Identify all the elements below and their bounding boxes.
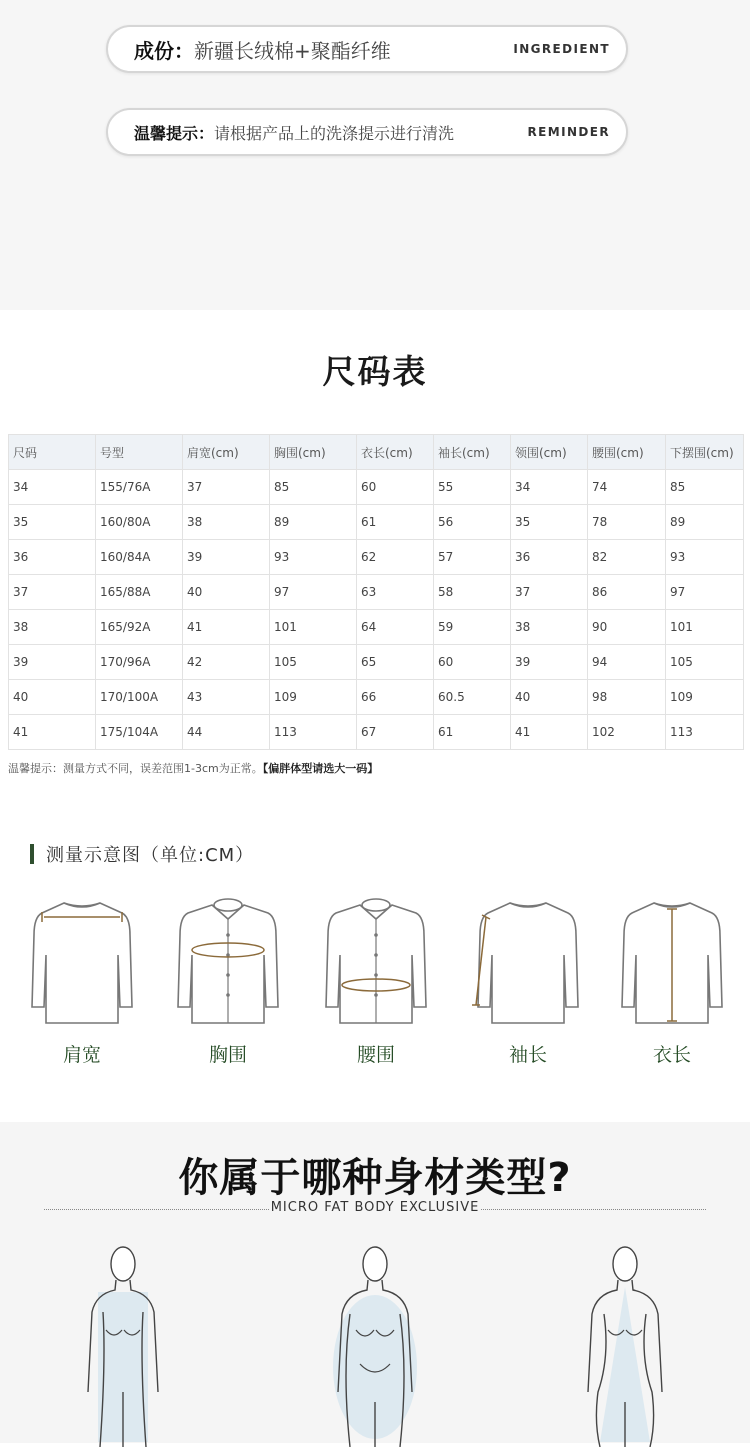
table-cell: 66: [357, 680, 434, 715]
table-cell: 98: [588, 680, 666, 715]
label-length: 衣长: [652, 1044, 691, 1066]
table-cell: 155/76A: [96, 470, 183, 505]
table-row: [9, 680, 744, 715]
table-cell: 36: [511, 540, 588, 575]
table-header-cell: 腰围(cm): [588, 435, 666, 470]
table-row: [9, 470, 744, 505]
table-cell: 39: [183, 540, 270, 575]
shirt-front-chest-icon: [168, 895, 288, 1030]
table-cell: 38: [9, 610, 96, 645]
table-cell: 89: [666, 505, 744, 540]
table-cell: 59: [434, 610, 511, 645]
table-cell: 63: [357, 575, 434, 610]
table-row: [9, 540, 744, 575]
table-cell: 101: [270, 610, 357, 645]
table-cell: 97: [666, 575, 744, 610]
ingredient-label: 成份：: [134, 38, 194, 63]
table-cell: 34: [511, 470, 588, 505]
body-figure-3-icon: [570, 1242, 680, 1447]
table-body: [9, 470, 744, 750]
table-cell: 113: [270, 715, 357, 750]
table-cell: 56: [434, 505, 511, 540]
table-cell: 109: [666, 680, 744, 715]
body-figure-2-icon: [320, 1242, 430, 1447]
label-waist: 腰围: [356, 1044, 395, 1066]
table-header-cell: 袖长(cm): [434, 435, 511, 470]
table-cell: 97: [270, 575, 357, 610]
table-row: [9, 610, 744, 645]
table-cell: 78: [588, 505, 666, 540]
table-cell: 40: [183, 575, 270, 610]
table-cell: 62: [357, 540, 434, 575]
table-cell: 55: [434, 470, 511, 505]
table-cell: 85: [270, 470, 357, 505]
table-cell: 36: [9, 540, 96, 575]
measure-title: [30, 843, 254, 865]
table-cell: 165/92A: [96, 610, 183, 645]
table-cell: 94: [588, 645, 666, 680]
table-cell: 90: [588, 610, 666, 645]
table-cell: 42: [183, 645, 270, 680]
table-row: [9, 505, 744, 540]
label-chest: 胸围: [208, 1044, 247, 1066]
size-chart-title: 尺码表: [322, 352, 428, 391]
table-cell: 65: [357, 645, 434, 680]
table-cell: 38: [183, 505, 270, 540]
table-cell: 170/96A: [96, 645, 183, 680]
label-shoulder: 肩宽: [62, 1044, 101, 1066]
shirt-front-waist-icon: [316, 895, 436, 1030]
reminder-tag: REMINDER: [527, 125, 610, 139]
table-cell: 86: [588, 575, 666, 610]
ingredient-value: 新疆长绒棉+聚酯纤维: [194, 38, 391, 63]
table-cell: 101: [666, 610, 744, 645]
table-cell: 105: [270, 645, 357, 680]
table-row: [9, 645, 744, 680]
table-cell: 41: [183, 610, 270, 645]
measure-title-text: 测量示意图（单位:CM）: [46, 845, 255, 866]
table-cell: 38: [511, 610, 588, 645]
table-header-cell: 胸围(cm): [270, 435, 357, 470]
table-cell: 60: [434, 645, 511, 680]
table-cell: 35: [511, 505, 588, 540]
shirt-back-sleeve-icon: [468, 895, 588, 1030]
table-cell: 93: [270, 540, 357, 575]
body-type-section: [0, 1122, 750, 1443]
table-header-row: [9, 435, 744, 470]
size-table: [8, 434, 744, 750]
table-cell: 44: [183, 715, 270, 750]
size-note: [8, 760, 378, 776]
table-cell: 41: [511, 715, 588, 750]
table-cell: 67: [357, 715, 434, 750]
reminder-value: 请根据产品上的洗涤提示进行清洗: [214, 123, 455, 143]
table-cell: 41: [9, 715, 96, 750]
table-cell: 40: [9, 680, 96, 715]
shirt-back-shoulder-icon: [22, 895, 142, 1030]
size-note-text: 温馨提示：测量方式不同，误差范围1-3cm为正常。: [8, 762, 263, 775]
ingredient-tag: INGREDIENT: [513, 42, 610, 56]
table-cell: 60: [357, 470, 434, 505]
table-cell: 61: [434, 715, 511, 750]
table-cell: 57: [434, 540, 511, 575]
table-row: [9, 715, 744, 750]
table-header-cell: 领围(cm): [511, 435, 588, 470]
body-figure-1-icon: [68, 1242, 178, 1447]
table-cell: 61: [357, 505, 434, 540]
table-cell: 105: [666, 645, 744, 680]
table-cell: 37: [9, 575, 96, 610]
table-cell: 89: [270, 505, 357, 540]
table-cell: 39: [9, 645, 96, 680]
table-cell: 58: [434, 575, 511, 610]
size-note-bold: 【偏胖体型请选大一码】: [262, 762, 379, 775]
measure-title-bar: [30, 844, 34, 864]
table-cell: 34: [9, 470, 96, 505]
table-row: [9, 575, 744, 610]
shirt-back-length-icon: [612, 895, 732, 1030]
table-cell: 39: [511, 645, 588, 680]
table-cell: 102: [588, 715, 666, 750]
table-header-cell: 号型: [96, 435, 183, 470]
table-cell: 170/100A: [96, 680, 183, 715]
reminder-pill: [106, 108, 628, 156]
table-cell: 35: [9, 505, 96, 540]
table-cell: 85: [666, 470, 744, 505]
table-cell: 43: [183, 680, 270, 715]
table-header-cell: 肩宽(cm): [183, 435, 270, 470]
table-header-cell: 下摆围(cm): [666, 435, 744, 470]
table-cell: 109: [270, 680, 357, 715]
info-section: [0, 0, 750, 310]
table-cell: 93: [666, 540, 744, 575]
table-header-cell: 衣长(cm): [357, 435, 434, 470]
table-cell: 113: [666, 715, 744, 750]
table-cell: 74: [588, 470, 666, 505]
table-header-cell: 尺码: [9, 435, 96, 470]
ingredient-pill: [106, 25, 628, 73]
table-cell: 175/104A: [96, 715, 183, 750]
label-sleeve: 袖长: [508, 1044, 547, 1066]
table-cell: 160/84A: [96, 540, 183, 575]
body-type-title: 你属于哪种身材类型?: [178, 1155, 572, 1201]
body-type-subtitle: MICRO FAT BODY EXCLUSIVE: [270, 1200, 480, 1215]
table-cell: 165/88A: [96, 575, 183, 610]
table-cell: 37: [183, 470, 270, 505]
table-cell: 60.5: [434, 680, 511, 715]
reminder-label: 温馨提示：: [134, 123, 215, 143]
table-cell: 64: [357, 610, 434, 645]
table-cell: 37: [511, 575, 588, 610]
table-cell: 82: [588, 540, 666, 575]
table-cell: 40: [511, 680, 588, 715]
table-cell: 160/80A: [96, 505, 183, 540]
